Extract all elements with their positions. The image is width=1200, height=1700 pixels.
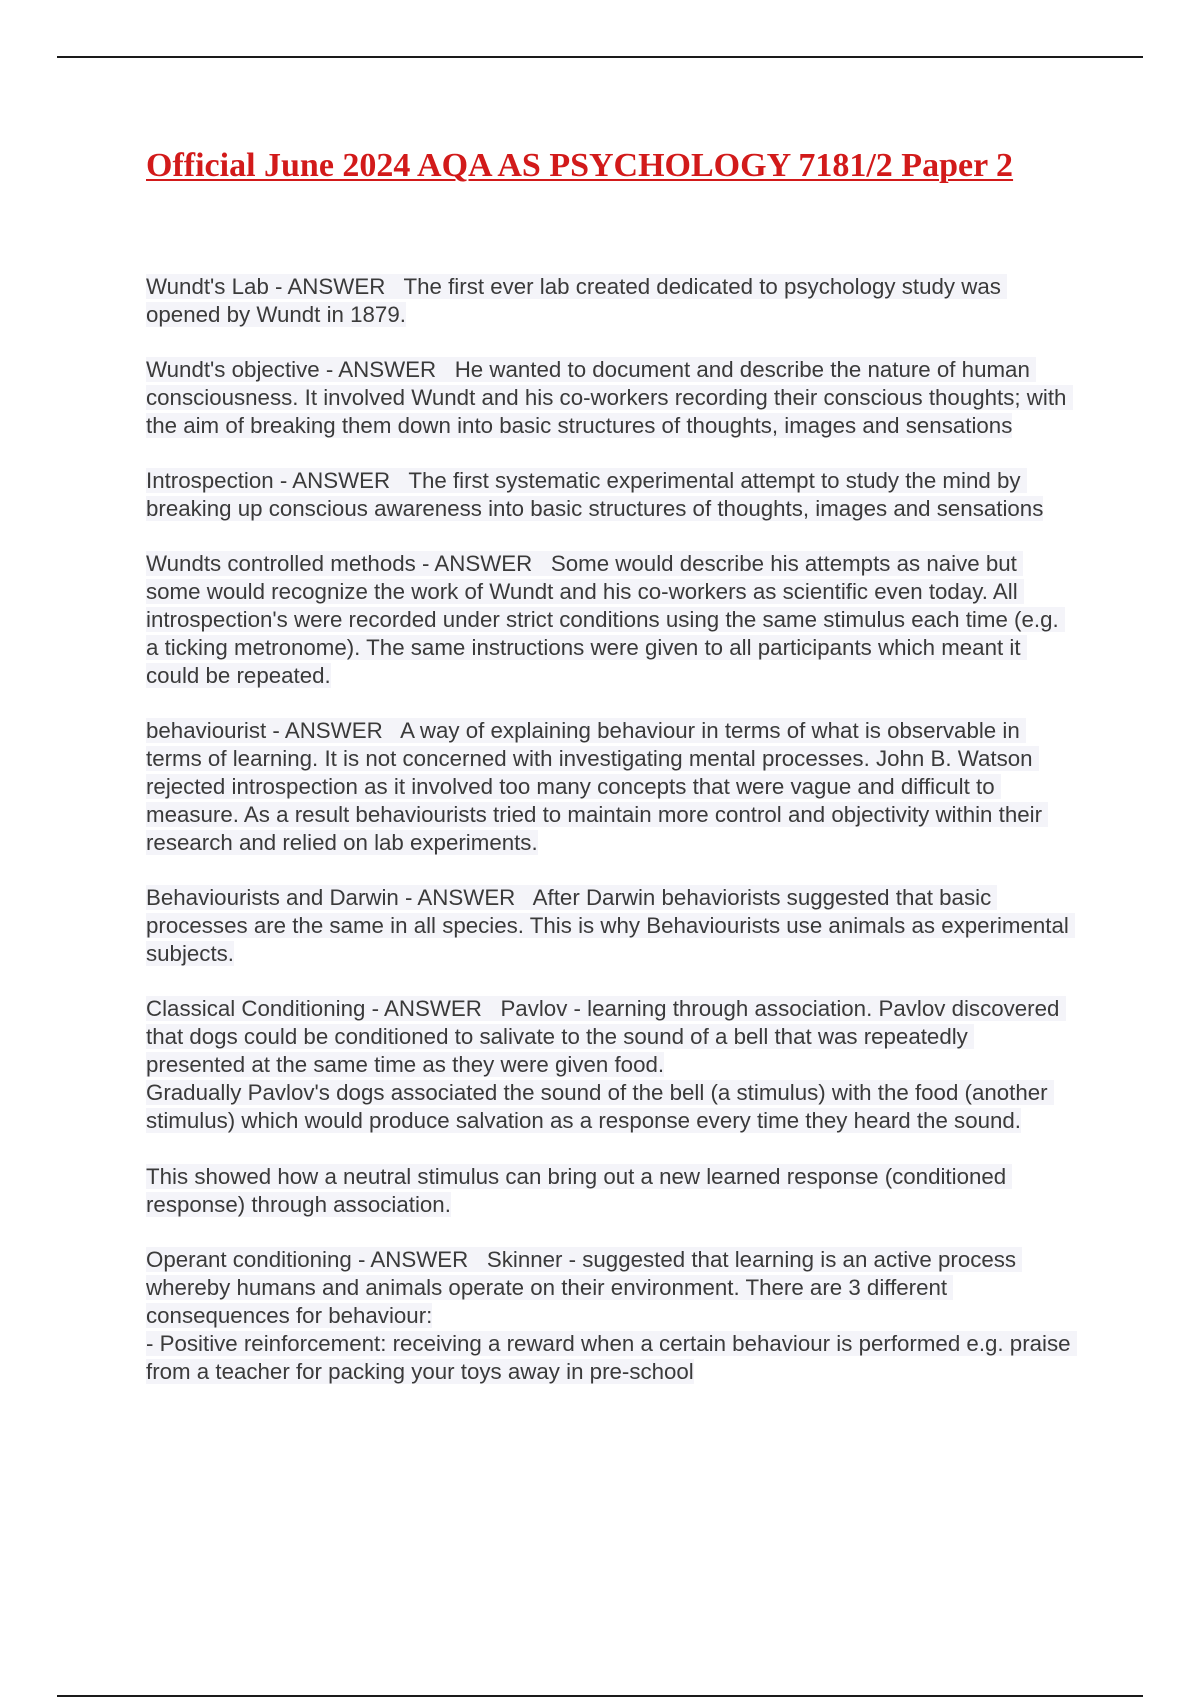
entry-answer: After Darwin behaviorists suggested that basic processes are the same in all species. This is why Behaviourists use animals as experimental subjects.	[146, 885, 1076, 966]
entry-term: Wundts controlled methods -	[146, 551, 434, 576]
entry-term: Classical Conditioning -	[146, 996, 384, 1021]
answer-tag: ANSWER	[287, 274, 403, 299]
flashcard-entry	[146, 356, 1071, 440]
entry-answer: Pavlov - learning through association. Pavlov discovered that dogs could be conditioned to salivate to the sound of a bell that was repeatedly presented at the same time as they were given food. Gradually Pavlov's dogs associated the sound of the bell (a stimulus) with the food (another stimulus) which would produce salvation as a response every time they heard the sound. This showed how a neutral stimulus can bring out a new learned response (conditioned response) through association.	[146, 996, 1066, 1217]
answer-tag: ANSWER	[384, 996, 500, 1021]
flashcard-entry	[146, 273, 1071, 329]
flashcard-entry	[146, 550, 1071, 690]
flashcard-list	[146, 273, 1076, 1386]
answer-tag: ANSWER	[434, 551, 550, 576]
answer-tag: ANSWER	[285, 718, 400, 743]
answer-tag: ANSWER	[417, 885, 532, 910]
flashcard-entry	[146, 995, 1071, 1219]
footer-rule	[57, 1695, 1143, 1697]
flashcard-entry	[146, 884, 1076, 968]
entry-answer: He wanted to document and describe the nature of human consciousness. It involved Wundt and his co-workers recording their conscious thoughts; with the aim of breaking them down into basic structures of thoughts, images and sensations	[146, 357, 1073, 438]
flashcard-entry	[146, 467, 1071, 523]
flashcard-entry	[146, 1246, 1071, 1386]
entry-term: behaviourist -	[146, 718, 285, 743]
entry-term: Operant conditioning -	[146, 1247, 370, 1272]
entry-answer: The first systematic experimental attempt to study the mind by breaking up conscious awareness into basic structures of thoughts, images and sensations	[146, 468, 1044, 521]
entry-answer: A way of explaining behaviour in terms of what is observable in terms of learning. It is not concerned with investigating mental processes. John B. Watson rejected introspection as it involved too many concepts that were vague and difficult to measure. As a result behaviourists tried to maintain more control and objectivity within their research and relied on lab experiments.	[146, 718, 1049, 855]
document-body	[146, 145, 1076, 1413]
header-rule	[57, 56, 1143, 58]
entry-term: Introspection -	[146, 468, 292, 493]
answer-tag: ANSWER	[338, 357, 454, 382]
answer-tag: ANSWER	[292, 468, 408, 493]
answer-tag: ANSWER	[370, 1247, 486, 1272]
entry-answer: The first ever lab created dedicated to psychology study was opened by Wundt in 1879.	[146, 274, 1008, 327]
entry-term: Behaviourists and Darwin -	[146, 885, 417, 910]
entry-answer: Some would describe his attempts as naive but some would recognize the work of Wundt and his co-workers as scientific even today. All introspection's were recorded under strict conditions using the same stimulus each time (e.g. a ticking metronome). The same instructions were given to all participants which meant it could be repeated.	[146, 551, 1065, 688]
entry-answer: Skinner - suggested that learning is an active process whereby humans and animals operate on their environment. There are 3 different consequences for behaviour: - Positive reinforcement: receiving a reward when a certain behaviour is performed e.g. praise from a teacher for packing your toys away in pre-school	[146, 1247, 1077, 1384]
document-title: Official June 2024 AQA AS PSYCHOLOGY 7181/2 Paper 2	[146, 147, 1014, 184]
flashcard-entry	[146, 717, 1071, 857]
entry-term: Wundt's objective -	[146, 357, 338, 382]
entry-term: Wundt's Lab -	[146, 274, 287, 299]
